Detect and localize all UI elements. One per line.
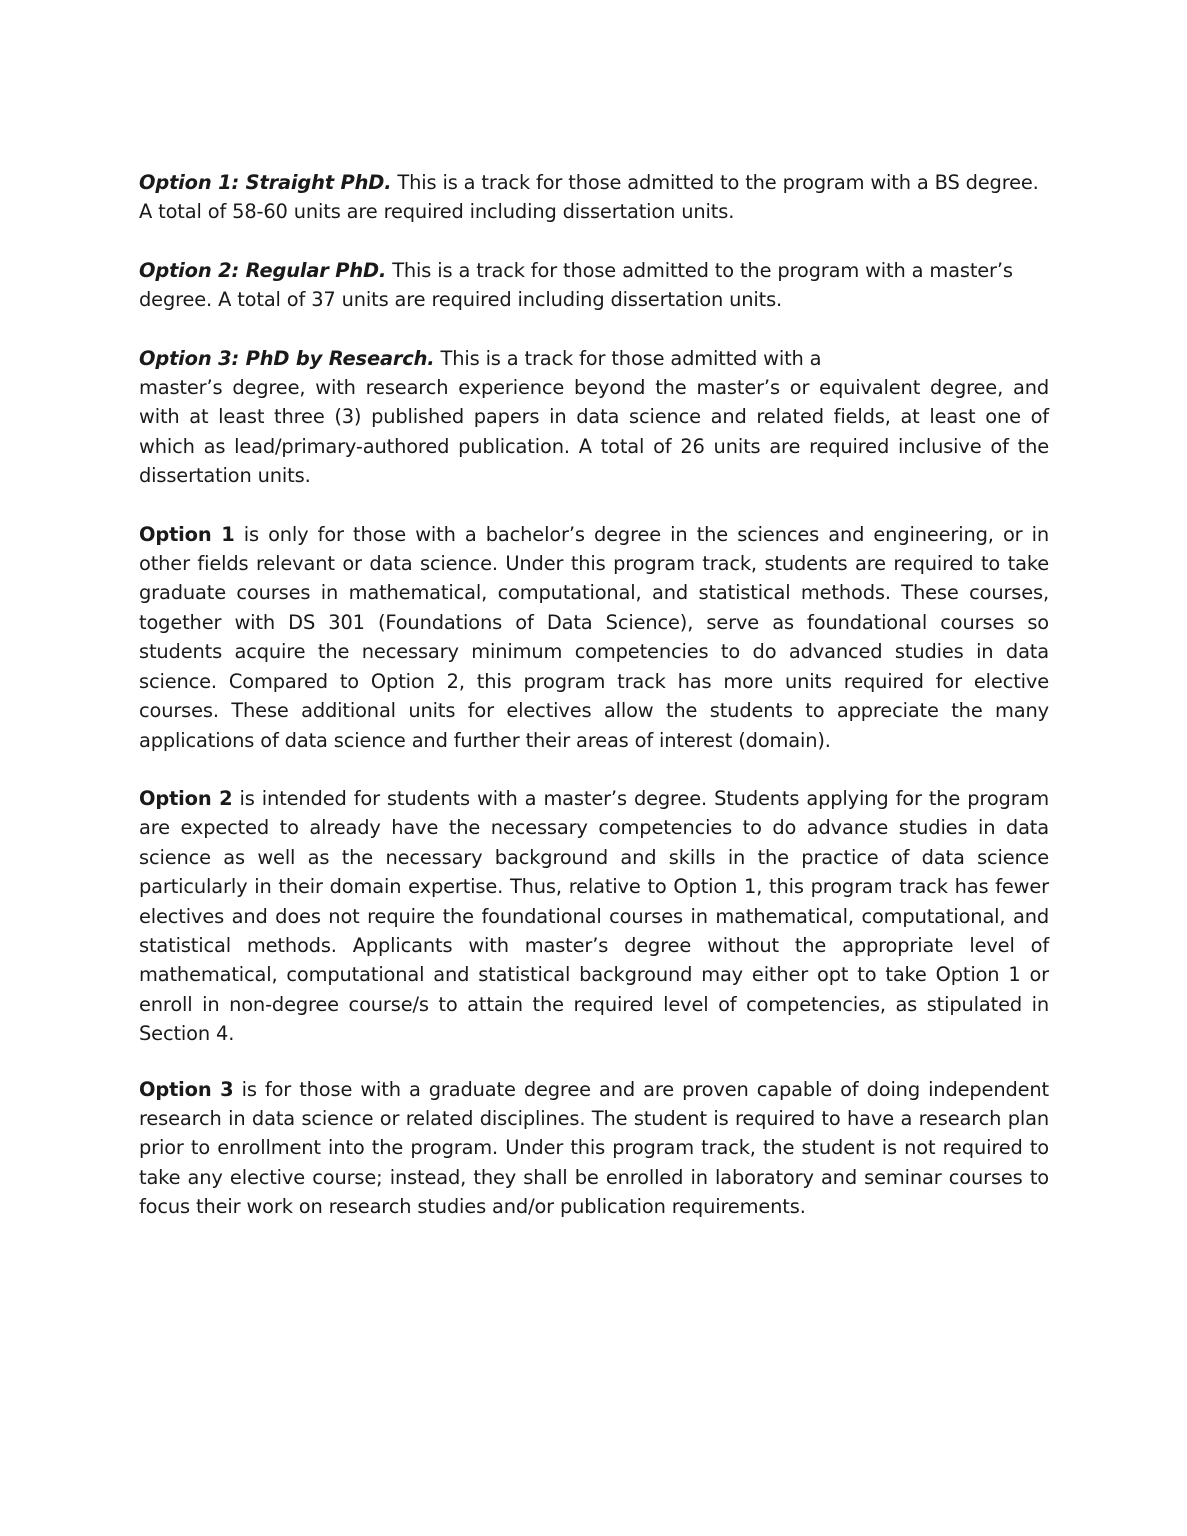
option3-description <box>139 1075 1049 1222</box>
spacer <box>139 1049 1049 1075</box>
document-page <box>139 168 1049 1222</box>
option2-title: Option 2: Regular PhD. <box>139 258 387 282</box>
option1-label: Option 1 <box>139 522 235 546</box>
option3-summary-rest: master’s degree, with research experience beyond the master’s or equivalent degree, and with at least three (3) published papers in data science and related fields, at least one of which as lead/primary-authored publication. A total of 26 units are required inclusive of the dissertation units. <box>139 376 1049 488</box>
option3-label: Option 3 <box>139 1077 234 1101</box>
spacer <box>139 315 1049 344</box>
option2-summary <box>139 256 1049 315</box>
option1-summary-text1: This is a track for those admitted to the program with a BS degree. <box>391 171 1039 194</box>
option1-title: Option 1: Straight PhD. <box>139 171 392 194</box>
option1-summary-line1 <box>139 168 1049 197</box>
option2-description <box>139 784 1049 1049</box>
option2-summary-text1: This is a track for those admitted to the program with a master’s <box>386 258 1013 282</box>
option1-summary-line2: A total of 58-60 units are required including dissertation units. <box>139 200 735 224</box>
spacer <box>139 755 1049 784</box>
option1-description <box>139 520 1049 755</box>
option2-summary-line1 <box>139 256 1049 285</box>
spacer <box>139 491 1049 520</box>
spacer <box>139 227 1049 256</box>
option3-summary-line1 <box>139 344 1049 373</box>
option1-summary <box>139 168 1049 227</box>
option3-title: Option 3: PhD by Research. <box>139 346 435 370</box>
option3-description-text: is for those with a graduate degree and are proven capable of doing independent research in data science or related disciplines. The student is required to have a research plan prior to enrollment into the program. Under this program track, the student is not required to take any elective course; instead, they shall be enrolled in laboratory and seminar courses to focus their work on research studies and/or publication requirements. <box>139 1077 1049 1219</box>
option3-summary <box>139 344 1049 491</box>
option1-description-text: is only for those with a bachelor’s degree in the sciences and engineering, or in other fields relevant or data science. Under this program track, students are required to take graduate courses in mathematical, computational, and statistical methods. These courses, together with DS 301 (Foundations of Data Science), serve as foundational courses so students acquire the necessary minimum competencies to do advanced studies in data science. Compared to Option 2, this program track has more units required for elective courses. These additional units for electives allow the students to appreciate the many applications of data science and further their areas of interest (domain). <box>139 522 1050 752</box>
option3-summary-text1: This is a track for those admitted with a <box>434 346 822 370</box>
option2-description-text: is intended for students with a master’s degree. Students applying for the program are expected to already have the necessary competencies to do advance studies in data science as well as the necessary background and skills in the practice of data science particularly in their domain expertise. Thus, relative to Option 1, this program track has fewer electives and does not require the foundational courses in mathematical, computational, and statistical methods. Applicants with master’s degree without the appropriate level of mathematical, computational and statistical background may either opt to take Option 1 or enroll in non-degree course/s to attain the required level of competencies, as stipulated in Section 4. <box>139 786 1049 1046</box>
option2-label: Option 2 <box>139 786 233 810</box>
option2-summary-line2: degree. A total of 37 units are required including dissertation units. <box>139 288 783 312</box>
